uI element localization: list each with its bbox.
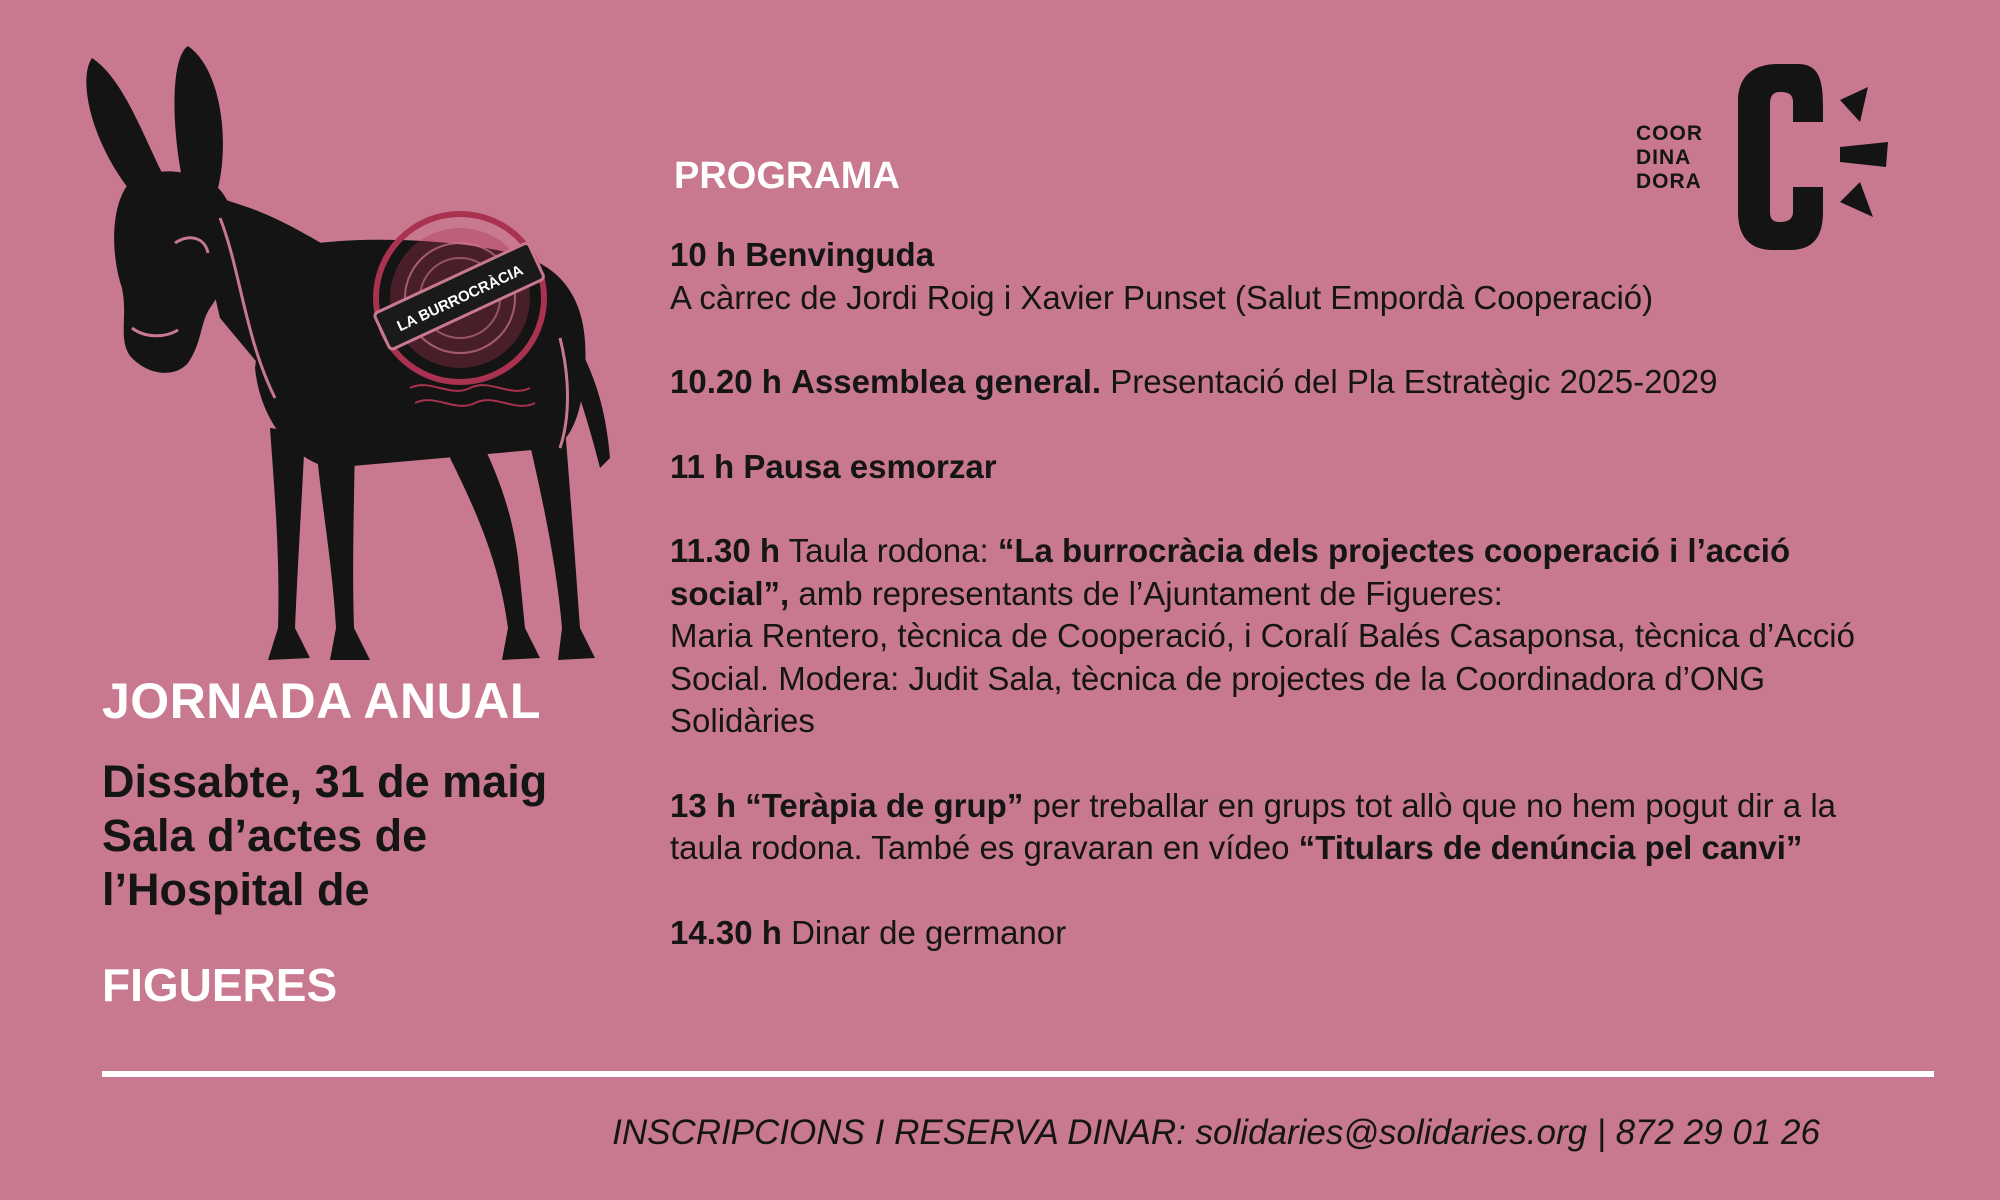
event-venue-line2: l’Hospital de (102, 864, 370, 915)
item-subtitle: “Titulars de denúncia pel canvi” (1298, 829, 1803, 866)
program-item (670, 234, 1870, 319)
item-description: A càrrec de Jordi Roig i Xavier Punset (Salut Empordà Cooperació) (670, 278, 1654, 316)
donkey-illustration (70, 38, 630, 678)
item-description: Dinar de germanor (791, 913, 1067, 951)
logo-line2: DINA (1636, 146, 1692, 169)
item-time: 10 h (670, 236, 737, 273)
logo-line3: DORA (1636, 170, 1702, 193)
footer-registration[interactable]: INSCRIPCIONS I RESERVA DINAR: solidaries@solidaries.org | 872 29 01 26 (612, 1113, 1820, 1152)
item-time: 11.30 h (670, 532, 781, 569)
item-time: 13 h (670, 786, 737, 824)
item-time: 10.20 h (670, 363, 782, 400)
program-list (670, 234, 1870, 996)
item-title: Benvinguda (745, 236, 935, 273)
item-time: 14.30 h (670, 913, 782, 951)
item-title: “Teràpia de grup” (745, 786, 1024, 824)
event-venue-line1: Sala d’actes de (102, 810, 428, 861)
item-title: Assemblea general. (791, 363, 1102, 400)
program-item (670, 446, 1870, 489)
logo-line1: COOR (1636, 122, 1703, 145)
item-description: per treballar en grups tot allò que no hem pogut dir a la taula rodona. També es gravaran en vídeo (670, 786, 1837, 866)
item-title: “La burrocràcia dels projectes cooperació i l’acció social”, (670, 532, 1791, 612)
program-item (670, 912, 1870, 955)
coordinadora-logo (1636, 62, 1891, 252)
footer-divider (102, 1071, 1934, 1077)
item-participants: Maria Rentero, tècnica de Cooperació, i Coralí Balés Casaponsa, tècnica d’Acció Social. Modera: Judit Sala, tècnica de projectes de la Coordinadora d’ONG Solidàries (670, 617, 1855, 739)
item-description: amb representants de l’Ajuntament de Figueres: (798, 574, 1503, 612)
item-description: Presentació del Pla Estratègic 2025-2029 (1110, 363, 1718, 400)
item-prefix: Taula rodona: (788, 532, 989, 569)
coordinadora-logo-icon (1728, 62, 1891, 252)
item-title: Pausa esmorzar (743, 447, 997, 485)
item-time: 11 h (670, 447, 735, 485)
program-item (670, 785, 1870, 870)
logo-text (1636, 122, 1703, 194)
event-date: Dissabte, 31 de maig (102, 756, 548, 807)
event-details (102, 755, 622, 917)
event-title: JORNADA ANUAL (102, 673, 541, 729)
stamp-label: LA BURROCRÀCIA (394, 261, 526, 336)
program-heading: PROGRAMA (674, 155, 900, 197)
program-item (670, 361, 1870, 404)
event-city: FIGUERES (102, 959, 338, 1011)
program-item (670, 530, 1870, 743)
